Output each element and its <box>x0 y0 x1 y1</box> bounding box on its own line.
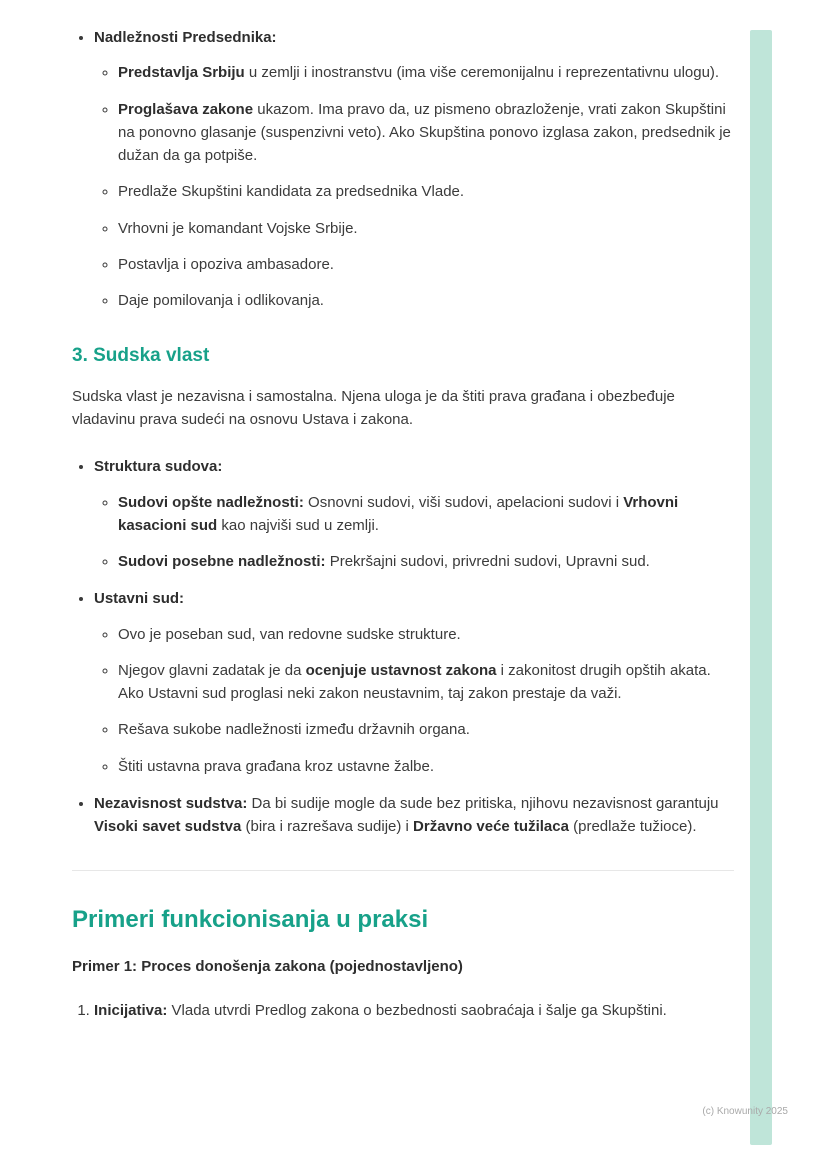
text-segment: kao najviši sud u zemlji. <box>217 516 379 534</box>
text-segment: Njegov glavni zadatak je da <box>118 661 306 679</box>
list-item <box>118 98 734 168</box>
text-segment: Ovo je poseban sud, van redovne sudske strukture. <box>118 625 461 643</box>
text-segment: (bira i razrešava sudije) i <box>241 818 414 836</box>
bold-text-segment: Državno veće tužilaca <box>413 818 569 836</box>
text-segment: ukazom. Ima pravo da, uz pismeno obrazloženje, vrati zakon Skupštini na ponovno glasanje (suspenzivni veto). Ako Skupština ponovo izglasa zakon, predsednik je dužan da ga potpiše. <box>118 100 731 164</box>
president-duties-list <box>72 26 734 312</box>
list-item <box>118 180 734 203</box>
text-segment: (predlaže tužioce). <box>568 818 697 836</box>
list-item <box>118 217 734 240</box>
copyright-notice: (c) Knowunity 2025 <box>702 1105 788 1117</box>
text-segment: Rešava sukobe nadležnosti između državnih organa. <box>118 721 470 739</box>
list-item <box>118 253 734 276</box>
bold-text-segment: Nezavisnost sudstva: <box>94 794 248 812</box>
list-item <box>118 755 734 778</box>
list-item <box>118 623 734 646</box>
bold-text-segment: Sudovi opšte nadležnosti: <box>118 493 304 511</box>
text-segment: Predlaže Skupštini kandidata za predsednika Vlade. <box>118 183 465 201</box>
text-segment: i zakonitost drugih opštih akata. Ako Ustavni sud proglasi neki zakon neustavnim, taj zakon prestaje da važi. <box>118 661 711 703</box>
list-item-court-structure <box>94 455 734 573</box>
page-edge-stripe <box>750 30 772 1145</box>
judicial-intro-paragraph: Sudska vlast je nezavisna i samostalna. Njena uloga je da štiti prava građana i obezbeđuje vladavinu prava sudeći na osnovu Ustava i zakona. <box>72 387 675 429</box>
text-segment: u zemlji i inostranstvu (ima više ceremonijalnu i reprezentativnu ulogu). <box>244 64 720 82</box>
example-1-subheading: Primer 1: Proces donošenja zakona (pojednostavljeno) <box>72 958 463 976</box>
text-segment: Osnovni sudovi, viši sudovi, apelacioni sudovi i <box>303 493 624 511</box>
list-item-step-1 <box>94 999 734 1022</box>
bold-text-segment: Nadležnosti Predsednika: <box>94 29 277 46</box>
bold-text-segment: Proglašava zakone <box>118 100 254 118</box>
section-heading-primeri: Primeri funkcionisanja u praksi <box>72 906 429 934</box>
text-segment: Da bi sudije mogle da sude bez pritiska, njihovu nezavisnost garantuju <box>247 794 719 812</box>
list-item <box>118 289 734 312</box>
bold-text-segment: Visoki savet sudstva <box>94 818 242 836</box>
bold-text-segment: Predstavlja Srbiju <box>118 64 245 82</box>
list-item-heading <box>94 458 222 475</box>
list-item-heading <box>94 590 184 607</box>
list-item-president-duties <box>94 26 734 312</box>
text-segment: Prekršajni sudovi, privredni sudovi, Upravni sud. <box>325 553 650 571</box>
court-structure-sublist <box>94 491 734 574</box>
list-item <box>118 718 734 741</box>
list-item-heading <box>94 29 277 46</box>
list-item <box>118 550 734 573</box>
judicial-list <box>72 455 734 838</box>
section-heading-sudska-vlast: 3. Sudska vlast <box>72 345 210 367</box>
section-divider <box>72 870 734 871</box>
text-segment: Daje pomilovanja i odlikovanja. <box>118 292 324 309</box>
bold-text-segment: Struktura sudova: <box>94 458 223 476</box>
bold-text-segment: Sudovi posebne nadležnosti: <box>118 553 326 571</box>
document-content <box>72 26 734 1034</box>
list-item <box>118 61 734 84</box>
constitutional-court-sublist <box>94 623 734 778</box>
text-segment: Vlada utvrdi Predlog zakona o bezbednosti saobraćaja i šalje ga Skupštini. <box>167 1001 667 1019</box>
example-steps-list <box>72 999 734 1022</box>
bold-text-segment: Vrhovni kasacioni sud <box>118 493 679 534</box>
list-item-constitutional-court <box>94 587 734 778</box>
text-segment: Vrhovni je komandant Vojske Srbije. <box>118 219 358 237</box>
list-item <box>118 491 734 538</box>
text-segment: Postavlja i opoziva ambasadore. <box>118 255 334 273</box>
list-item <box>118 659 734 706</box>
bold-text-segment: Ustavni sud: <box>94 590 185 608</box>
bold-text-segment: ocenjuje ustavnost zakona <box>305 661 497 679</box>
president-duties-sublist <box>94 61 734 312</box>
list-item-judicial-independence <box>94 792 734 839</box>
text-segment: Štiti ustavna prava građana kroz ustavne žalbe. <box>118 757 435 775</box>
bold-text-segment: Inicijativa: <box>94 1001 168 1019</box>
